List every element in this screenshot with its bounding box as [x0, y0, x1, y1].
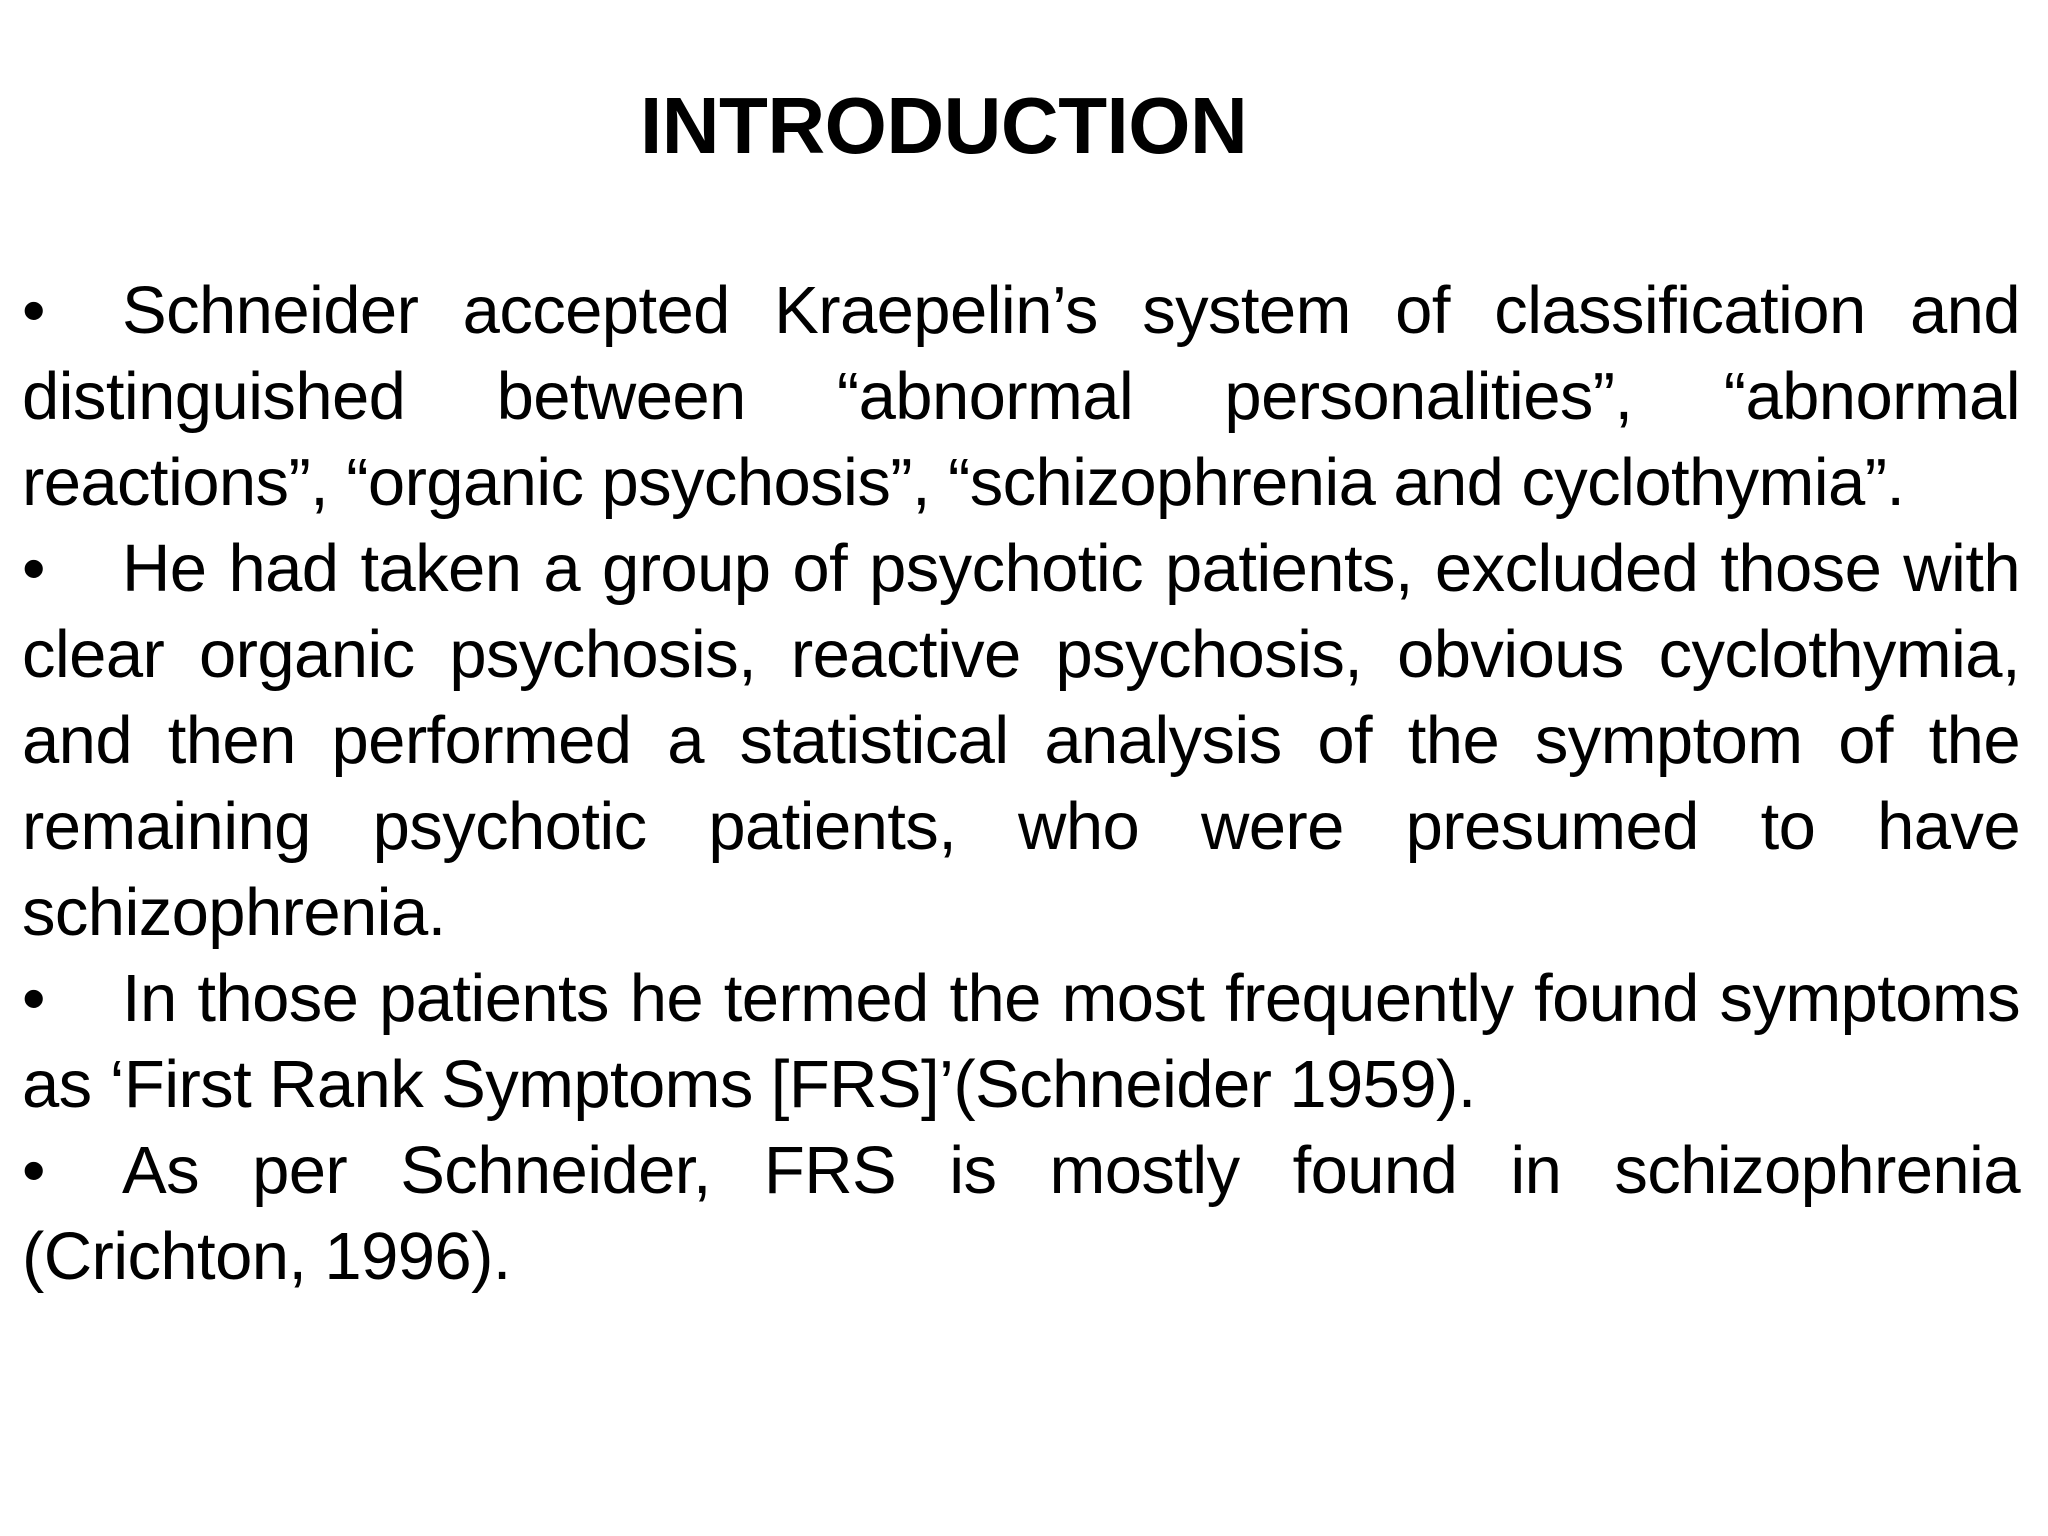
bullet-list [22, 268, 2020, 1300]
slide-title: INTRODUCTION [640, 81, 1248, 170]
bullet-icon: • [22, 531, 45, 606]
bullet-text: As per Schneider, FRS is mostly found in schizophrenia (Crichton, 1996). [22, 1133, 2020, 1294]
bullet-text: He had taken a group of psychotic patients, excluded those with clear organic psychosis, reactive psychosis, obvious cyclothymia, and then performed a statistical analysis of the symptom of the remaining psychotic patients, who were presumed to have schizophrenia. [22, 531, 2020, 950]
bullet-item [22, 956, 2020, 1128]
bullet-text: In those patients he termed the most frequently found symptoms as ‘First Rank Symptoms [FRS]’(Schneider 1959). [22, 961, 2020, 1122]
bullet-text: Schneider accepted Kraepelin’s system of classification and distinguished between “abnormal personalities”, “abnormal reactions”, “organic psychosis”, “schizophrenia and cyclothymia”. [22, 273, 2020, 520]
bullet-item [22, 526, 2020, 956]
bullet-icon: • [22, 961, 45, 1036]
bullet-icon: • [22, 1133, 45, 1208]
bullet-item [22, 1128, 2020, 1300]
bullet-icon: • [22, 273, 45, 348]
bullet-item [22, 268, 2020, 526]
